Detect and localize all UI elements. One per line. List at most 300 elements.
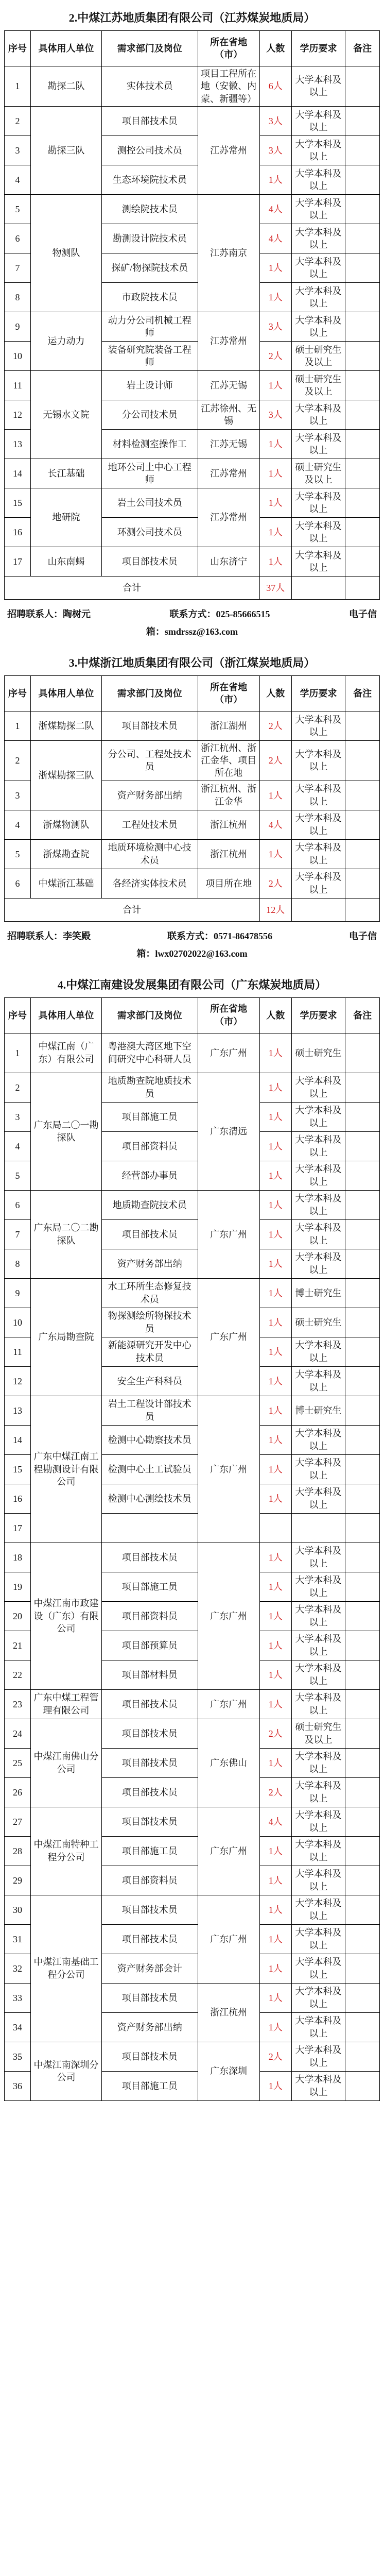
contact-line: [4, 600, 380, 622]
cell-count: 1人: [259, 1219, 291, 1249]
cell-unit: 长江基础: [31, 459, 102, 488]
cell-unit: 浙煤勘探二队: [31, 711, 102, 740]
table-row: [5, 1073, 380, 1102]
cell-dept: 项目部技术员: [101, 547, 198, 576]
cell-dept: 项目部施工员: [101, 1102, 198, 1131]
header-location: 所在省地（市）: [198, 997, 259, 1033]
cell-count: 1人: [259, 547, 291, 576]
cell-note: [345, 2012, 380, 2042]
cell-unit: 无锡水文院: [31, 370, 102, 459]
cell-count: 1人: [259, 1601, 291, 1631]
cell-location: 广东清远: [198, 1073, 259, 1190]
cell-location: 江苏无锡: [198, 429, 259, 459]
cell-note: [345, 1777, 380, 1807]
cell-note: [345, 400, 380, 429]
cell-unit: 中煤江南特种工程分公司: [31, 1807, 102, 1895]
cell-count: 2人: [259, 869, 291, 898]
cell-note: [345, 1601, 380, 1631]
cell-unit: 勘探三队: [31, 106, 102, 194]
cell-no: 18: [5, 1543, 31, 1572]
cell-no: 10: [5, 1308, 31, 1337]
cell-education: 大学本科及以上: [291, 1102, 345, 1131]
cell-count: 1人: [259, 1660, 291, 1689]
contact-email-label: 电子信: [349, 608, 377, 619]
table-row: [5, 810, 380, 839]
cell-no: 4: [5, 1131, 31, 1161]
cell-no: 16: [5, 1484, 31, 1513]
cell-count: 1人: [259, 282, 291, 312]
cell-education: 大学本科及以上: [291, 1836, 345, 1866]
cell-count: 1人: [259, 165, 291, 194]
header-unit: 具体用人单位: [31, 675, 102, 711]
cell-unit: 中煤江南市政建设（广东）有限公司: [31, 1543, 102, 1689]
cell-no: 19: [5, 1572, 31, 1601]
cell-no: 16: [5, 517, 31, 547]
cell-count: 1人: [259, 1337, 291, 1366]
cell-count: 1人: [259, 1954, 291, 1983]
cell-dept: 项目部技术员: [101, 711, 198, 740]
total-label: 合计: [5, 576, 260, 599]
total-count: 12人: [259, 898, 291, 921]
cell-note: [345, 1033, 380, 1073]
cell-no: 20: [5, 1601, 31, 1631]
table-row: [5, 1033, 380, 1073]
cell-note: [345, 1249, 380, 1278]
cell-note: [345, 547, 380, 576]
section-zhejiang: [4, 651, 380, 968]
cell-dept: 项目部技术员: [101, 1924, 198, 1954]
cell-count: 1人: [259, 1924, 291, 1954]
cell-note: [345, 1983, 380, 2012]
cell-dept: 项目部技术员: [101, 1219, 198, 1249]
cell-no: 2: [5, 740, 31, 781]
cell-note: [345, 429, 380, 459]
cell-no: 11: [5, 370, 31, 400]
cell-count: 1人: [259, 1454, 291, 1484]
cell-education: 大学本科及以上: [291, 1161, 345, 1190]
cell-no: 15: [5, 488, 31, 517]
cell-note: [345, 1102, 380, 1131]
cell-education: 硕士研究生: [291, 1308, 345, 1337]
cell-count: 1人: [259, 1748, 291, 1777]
section-title: 2.中煤江苏地质集团有限公司（江苏煤炭地质局）: [68, 11, 316, 24]
cell-note: [345, 1954, 380, 1983]
cell-count: 1人: [259, 1866, 291, 1895]
header-count: 人数: [259, 675, 291, 711]
cell-dept: 装备研究院装备工程师: [101, 341, 198, 370]
header-note: 备注: [345, 675, 380, 711]
cell-dept: 经营部办事员: [101, 1161, 198, 1190]
cell-education: 大学本科及以上: [291, 1983, 345, 2012]
cell-count: 3人: [259, 135, 291, 165]
cell-dept: 岩土工程设计部技术员: [101, 1396, 198, 1425]
cell-dept: 地环公司土中心工程师: [101, 459, 198, 488]
cell-dept: 工程处技术员: [101, 810, 198, 839]
header-dept: 需求部门及岗位: [101, 997, 198, 1033]
cell-dept: 分公司、工程处技术员: [101, 740, 198, 781]
table-row: [5, 1190, 380, 1219]
cell-note: [345, 135, 380, 165]
cell-count: 3人: [259, 106, 291, 135]
header-location: 所在省地（市）: [198, 675, 259, 711]
cell-education: 大学本科及以上: [291, 488, 345, 517]
cell-note: [345, 1719, 380, 1748]
cell-no: 21: [5, 1631, 31, 1660]
cell-dept: 动力分公司机械工程师: [101, 312, 198, 341]
cell-no: 8: [5, 282, 31, 312]
cell-education: [291, 1513, 345, 1543]
cell-unit: 中煤江南深圳分公司: [31, 2042, 102, 2100]
cell-unit: 地研院: [31, 488, 102, 547]
table-row: [5, 547, 380, 576]
cell-location: 广东广州: [198, 1278, 259, 1396]
cell-dept: 勘测设计院技术员: [101, 224, 198, 253]
cell-education: 大学本科及以上: [291, 253, 345, 282]
cell-education: 大学本科及以上: [291, 1073, 345, 1102]
cell-note: [345, 282, 380, 312]
cell-education: 大学本科及以上: [291, 1131, 345, 1161]
cell-education: 大学本科及以上: [291, 1954, 345, 1983]
cell-dept: 项目部技术员: [101, 1807, 198, 1836]
cell-dept: 项目部资料员: [101, 1601, 198, 1631]
cell-education: 大学本科及以上: [291, 1866, 345, 1895]
cell-count: 2人: [259, 1777, 291, 1807]
cell-no: 25: [5, 1748, 31, 1777]
cell-dept: 测绘院技术员: [101, 194, 198, 224]
cell-location: 广东佛山: [198, 1719, 259, 1807]
cell-education: 大学本科及以上: [291, 1748, 345, 1777]
header-row: [5, 997, 380, 1033]
cell-education: 大学本科及以上: [291, 312, 345, 341]
cell-dept: 项目部资料员: [101, 1866, 198, 1895]
cell-count: 1人: [259, 2012, 291, 2042]
cell-dept: 新能源研究开发中心技术员: [101, 1337, 198, 1366]
section-guangdong: [4, 973, 380, 2101]
cell-location: 广东广州: [198, 1396, 259, 1543]
cell-education: 大学本科及以上: [291, 1601, 345, 1631]
cell-note: [345, 1866, 380, 1895]
contact-email-label: 电子信: [349, 930, 377, 941]
header-count: 人数: [259, 997, 291, 1033]
cell-dept: 地质勘查院地质技术员: [101, 1073, 198, 1102]
cell-note: [345, 488, 380, 517]
cell-no: 17: [5, 1513, 31, 1543]
cell-education: 大学本科及以上: [291, 839, 345, 869]
cell-note: [345, 165, 380, 194]
cell-count: 2人: [259, 2042, 291, 2071]
cell-note: [345, 253, 380, 282]
cell-dept: 粤港澳大湾区地下空间研究中心科研人员: [101, 1033, 198, 1073]
cell-count: 6人: [259, 66, 291, 107]
cell-location: 山东济宁: [198, 547, 259, 576]
cell-education: 大学本科及以上: [291, 194, 345, 224]
cell-education: 大学本科及以上: [291, 1337, 345, 1366]
table-row: [5, 711, 380, 740]
cell-education: 大学本科及以上: [291, 1924, 345, 1954]
total-count: 37人: [259, 576, 291, 599]
cell-education: 大学本科及以上: [291, 2071, 345, 2100]
contact-email: 箱：smdrssz@163.com: [146, 626, 238, 637]
header-count: 人数: [259, 31, 291, 66]
cell-location: 浙江杭州: [198, 839, 259, 869]
cell-education: 大学本科及以上: [291, 517, 345, 547]
table-row: [5, 2042, 380, 2071]
cell-education: 博士研究生: [291, 1278, 345, 1308]
cell-no: 24: [5, 1719, 31, 1748]
cell-education: 大学本科及以上: [291, 869, 345, 898]
cell-education: 大学本科及以上: [291, 2012, 345, 2042]
cell-no: 1: [5, 1033, 31, 1073]
header-no: 序号: [5, 675, 31, 711]
cell-education: 硕士研究生及以上: [291, 370, 345, 400]
cell-no: 26: [5, 1777, 31, 1807]
cell-dept: [101, 1513, 198, 1543]
table-row: [5, 312, 380, 341]
header-location: 所在省地（市）: [198, 31, 259, 66]
header-dept: 需求部门及岗位: [101, 675, 198, 711]
cell-no: 11: [5, 1337, 31, 1366]
recruit-table: [4, 997, 380, 2101]
cell-count: 1人: [259, 839, 291, 869]
cell-education: 大学本科及以上: [291, 547, 345, 576]
cell-dept: 岩土设计师: [101, 370, 198, 400]
cell-dept: 各经济实体技术员: [101, 869, 198, 898]
cell-no: 13: [5, 1396, 31, 1425]
cell-dept: 环测公司技术员: [101, 517, 198, 547]
cell-count: 1人: [259, 1033, 291, 1073]
cell-count: 1人: [259, 488, 291, 517]
cell-education: 大学本科及以上: [291, 1249, 345, 1278]
cell-dept: 生态环境院技术员: [101, 165, 198, 194]
cell-count: 1人: [259, 1836, 291, 1866]
cell-count: 1人: [259, 1689, 291, 1719]
cell-education: 大学本科及以上: [291, 1425, 345, 1454]
cell-education: 博士研究生: [291, 1396, 345, 1425]
cell-note: [345, 1836, 380, 1866]
cell-education: 硕士研究生及以上: [291, 459, 345, 488]
cell-note: [345, 1190, 380, 1219]
cell-unit: 广东局二〇二勘探队: [31, 1190, 102, 1278]
cell-dept: 检测中心勘察技术员: [101, 1425, 198, 1454]
cell-unit: 运力动力: [31, 312, 102, 370]
cell-dept: 项目部技术员: [101, 1777, 198, 1807]
cell-location: 浙江杭州、浙江金华: [198, 781, 259, 810]
cell-dept: 项目部技术员: [101, 1895, 198, 1924]
cell-note: [345, 1308, 380, 1337]
cell-note: [345, 1631, 380, 1660]
cell-location: 浙江湖州: [198, 711, 259, 740]
cell-unit: 中煤江南佛山分公司: [31, 1719, 102, 1807]
cell-note: [345, 1278, 380, 1308]
cell-no: 1: [5, 711, 31, 740]
table-row: [5, 1278, 380, 1308]
cell-no: 7: [5, 1219, 31, 1249]
contact-email: 箱：lwx02702022@163.com: [136, 948, 248, 959]
cell-no: 14: [5, 459, 31, 488]
header-education: 学历要求: [291, 31, 345, 66]
cell-count: 1人: [259, 1396, 291, 1425]
cell-education: 硕士研究生及以上: [291, 1719, 345, 1748]
cell-count: 1人: [259, 1102, 291, 1131]
cell-education: 大学本科及以上: [291, 165, 345, 194]
cell-note: [345, 1131, 380, 1161]
cell-note: [345, 224, 380, 253]
cell-no: 15: [5, 1454, 31, 1484]
cell-education: 大学本科及以上: [291, 1777, 345, 1807]
cell-count: 2人: [259, 740, 291, 781]
cell-dept: 项目部施工员: [101, 2071, 198, 2100]
cell-location: 项目所在地: [198, 869, 259, 898]
cell-count: 1人: [259, 370, 291, 400]
cell-no: 35: [5, 2042, 31, 2071]
cell-no: 31: [5, 1924, 31, 1954]
cell-dept: 检测中心测绘技术员: [101, 1484, 198, 1513]
cell-no: 2: [5, 106, 31, 135]
cell-note: [345, 1073, 380, 1102]
cell-education: 大学本科及以上: [291, 1807, 345, 1836]
cell-unit: 中煤江南基础工程分公司: [31, 1895, 102, 2042]
cell-note: [345, 740, 380, 781]
cell-note: [345, 370, 380, 400]
cell-dept: 项目部技术员: [101, 1719, 198, 1748]
cell-dept: 项目部技术员: [101, 1689, 198, 1719]
contact-phone: 联系方式：0571-86478556: [167, 930, 272, 941]
cell-education: 大学本科及以上: [291, 1572, 345, 1601]
cell-count: 2人: [259, 711, 291, 740]
cell-education: 大学本科及以上: [291, 810, 345, 839]
cell-education: 大学本科及以上: [291, 1895, 345, 1924]
cell-dept: 检测中心土工试验员: [101, 1454, 198, 1484]
cell-no: 33: [5, 1983, 31, 2012]
cell-location: 江苏常州: [198, 488, 259, 547]
cell-count: 1人: [259, 1308, 291, 1337]
cell-no: 4: [5, 810, 31, 839]
cell-note: [345, 1572, 380, 1601]
total-blank: [345, 898, 380, 921]
cell-count: 4人: [259, 194, 291, 224]
cell-no: 5: [5, 1161, 31, 1190]
cell-dept: 探矿/物探院技术员: [101, 253, 198, 282]
cell-note: [345, 106, 380, 135]
cell-dept: 项目部技术员: [101, 1543, 198, 1572]
cell-count: 1人: [259, 459, 291, 488]
table-row: [5, 869, 380, 898]
cell-unit: 浙煤勘探三队: [31, 740, 102, 810]
table-row: [5, 106, 380, 135]
cell-unit: 浙煤勘查院: [31, 839, 102, 869]
total-blank: [291, 898, 345, 921]
cell-dept: 项目部施工员: [101, 1836, 198, 1866]
header-no: 序号: [5, 31, 31, 66]
cell-education: 大学本科及以上: [291, 224, 345, 253]
cell-no: 13: [5, 429, 31, 459]
cell-education: 大学本科及以上: [291, 2042, 345, 2071]
cell-note: [345, 810, 380, 839]
table-row: [5, 1689, 380, 1719]
cell-count: 1人: [259, 1572, 291, 1601]
cell-count: 1人: [259, 1983, 291, 2012]
cell-education: 大学本科及以上: [291, 400, 345, 429]
cell-note: [345, 1660, 380, 1689]
cell-dept: 分公司技术员: [101, 400, 198, 429]
cell-unit: 中煤浙江基础: [31, 869, 102, 898]
cell-education: 大学本科及以上: [291, 1454, 345, 1484]
cell-note: [345, 1161, 380, 1190]
cell-count: 1人: [259, 1073, 291, 1102]
cell-dept: 安全生产科科员: [101, 1366, 198, 1396]
cell-count: 2人: [259, 1719, 291, 1748]
cell-location: 江苏徐州、无锡: [198, 400, 259, 429]
cell-location: 广东广州: [198, 1807, 259, 1895]
total-row: [5, 576, 380, 599]
cell-location: 江苏南京: [198, 194, 259, 312]
cell-count: 1人: [259, 1631, 291, 1660]
cell-note: [345, 1366, 380, 1396]
cell-education: 大学本科及以上: [291, 429, 345, 459]
cell-no: 34: [5, 2012, 31, 2042]
cell-education: 大学本科及以上: [291, 106, 345, 135]
cell-education: 大学本科及以上: [291, 781, 345, 810]
cell-no: 6: [5, 869, 31, 898]
cell-unit: 广东局勘查院: [31, 1278, 102, 1396]
cell-unit: 广东中煤江南工程勘测设计有限公司: [31, 1396, 102, 1543]
cell-location: 广东广州: [198, 1689, 259, 1719]
cell-no: 12: [5, 400, 31, 429]
cell-no: 9: [5, 1278, 31, 1308]
cell-location: 浙江杭州、浙江金华、项目所在地: [198, 740, 259, 781]
table-row: [5, 1543, 380, 1572]
cell-no: 1: [5, 66, 31, 107]
section-title: 4.中煤江南建设发展集团有限公司（广东煤炭地质局）: [57, 978, 327, 991]
cell-count: 4人: [259, 810, 291, 839]
cell-count: 1人: [259, 429, 291, 459]
cell-dept: 市政院技术员: [101, 282, 198, 312]
cell-no: 36: [5, 2071, 31, 2100]
header-note: 备注: [345, 997, 380, 1033]
cell-education: 大学本科及以上: [291, 1366, 345, 1396]
table-row: [5, 459, 380, 488]
cell-unit: 物测队: [31, 194, 102, 312]
cell-count: 1人: [259, 1278, 291, 1308]
total-label: 合计: [5, 898, 260, 921]
cell-location: 广东广州: [198, 1543, 259, 1689]
cell-no: 3: [5, 781, 31, 810]
cell-note: [345, 1219, 380, 1249]
cell-no: 6: [5, 224, 31, 253]
cell-dept: 物探测绘所物探技术员: [101, 1308, 198, 1337]
cell-note: [345, 839, 380, 869]
cell-note: [345, 66, 380, 107]
contact-person: 招聘联系人：陶树元: [7, 608, 91, 619]
cell-dept: 测控公司技术员: [101, 135, 198, 165]
cell-no: 4: [5, 165, 31, 194]
cell-unit: 广东中煤工程管理有限公司: [31, 1689, 102, 1719]
cell-dept: 项目部资料员: [101, 1131, 198, 1161]
cell-location: 江苏常州: [198, 312, 259, 370]
cell-education: 大学本科及以上: [291, 1219, 345, 1249]
cell-education: 大学本科及以上: [291, 135, 345, 165]
cell-education: 大学本科及以上: [291, 282, 345, 312]
cell-count: 1人: [259, 1366, 291, 1396]
table-row: [5, 1719, 380, 1748]
cell-no: 3: [5, 135, 31, 165]
cell-dept: 材料检测室操作工: [101, 429, 198, 459]
table-row: [5, 1396, 380, 1425]
cell-count: 3人: [259, 400, 291, 429]
cell-count: 1人: [259, 1190, 291, 1219]
cell-dept: 资产财务部会计: [101, 1954, 198, 1983]
cell-note: [345, 2042, 380, 2071]
